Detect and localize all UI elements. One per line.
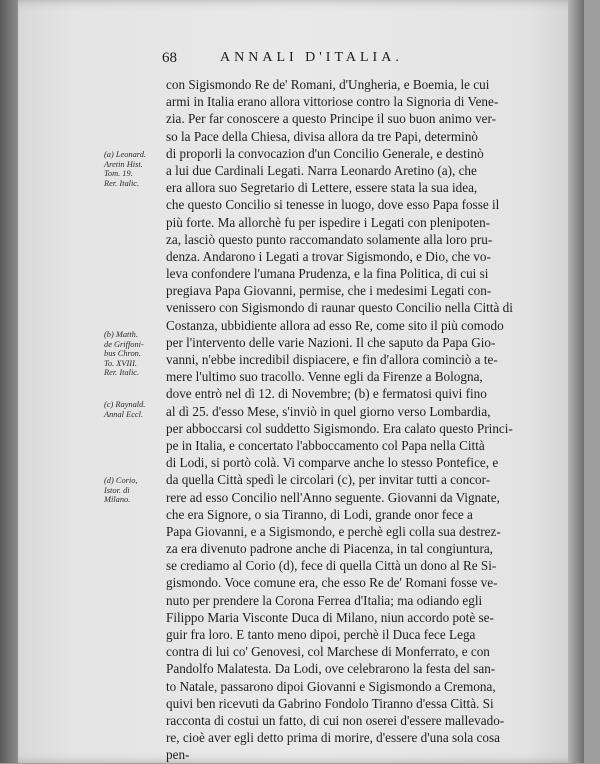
body-line: mere l'ultimo suo tracollo. Venne egli da Firenze a Bologna, bbox=[166, 369, 483, 385]
body-line: Filippo Maria Visconte Duca di Milano, niun accordo potè se- bbox=[166, 609, 494, 625]
marginal-note-line: Annal Eccl. bbox=[104, 409, 144, 419]
body-line: re, cioè aver egli detto prima di morire, d'essere d'una sola cosa bbox=[166, 730, 500, 746]
page-number: 68 bbox=[162, 50, 177, 66]
body-line: contra di lui co' Genovesi, col Marchese di Monferrato, e con bbox=[166, 644, 490, 660]
page-edge-shadow bbox=[568, 0, 584, 763]
marginal-note-line: Istor. di bbox=[104, 485, 130, 495]
marginal-note-line: Rer. Italic. bbox=[104, 368, 140, 378]
body-line: za, lasciò questo punto raccomandato solamente alla loro pru- bbox=[166, 231, 493, 247]
body-line: to Natale, passarono dipoi Giovanni e Sigismondo a Cremona, bbox=[166, 678, 496, 694]
body-line: dove entrò nel dì 12. di Novembre; (b) e fermatosi quivi fino bbox=[166, 386, 487, 402]
marginal-note-line: (c) Raynald. bbox=[104, 400, 146, 409]
body-line: più forte. Ma allorchè fu per ispedire i Legati con plenipoten- bbox=[166, 214, 491, 230]
body-line: quivi ben ricevuti da Gabrino Fondolo Tiranno d'essa Città. Si bbox=[166, 695, 494, 711]
marginal-note-line: Aretin Hist. bbox=[104, 159, 143, 169]
body-line: Costanza, ubbidiente allora ad esso Re, come sito il più comodo bbox=[166, 317, 504, 333]
body-line: rere ad esso Concilio nell'Anno seguente. Giovanni da Vignate, bbox=[166, 489, 500, 505]
marginal-note-line: (b) Matth. bbox=[104, 330, 138, 339]
body-line: leva confondere l'umana Prudenza, e la fina Politica, di cui si bbox=[166, 266, 489, 282]
marginal-note-line: Tom. 19. bbox=[104, 169, 133, 179]
body-line: pe in Italia, e concertato l'abboccamento col Papa nella Città bbox=[166, 437, 485, 453]
body-line: che era Signore, o sia Tiranno, di Lodi, grande onor fece a bbox=[166, 506, 473, 522]
marginal-note-line: de Griffoni- bbox=[104, 339, 144, 349]
marginal-note-b bbox=[104, 330, 164, 378]
page-header bbox=[162, 50, 492, 70]
marginal-note-c bbox=[104, 400, 164, 419]
book-gutter bbox=[0, 0, 18, 763]
body-line: gismondo. Voce comune era, che esso Re de' Romani fosse ve- bbox=[166, 575, 498, 591]
body-line: di Lodi, si portò colà. Vi comparve anche lo stesso Pontefice, e bbox=[166, 455, 499, 471]
body-line: da quella Città spedì le circolari (c), per invitar tutti a concor- bbox=[166, 472, 491, 488]
body-line: che questo Concilio si tenesse in luogo, dove esso Papa fosse il bbox=[166, 197, 500, 213]
body-line: pen- bbox=[166, 747, 190, 763]
body-line: so la Pace della Chiesa, divisa allora da tre Papi, determinò bbox=[166, 128, 479, 144]
body-line: denza. Andarono i Legati a trovar Sigismondo, e Dio, che vo- bbox=[166, 248, 491, 264]
marginal-note-line: Milano. bbox=[104, 495, 131, 505]
body-line: se crediamo al Corio (d), fece di quella Città un dono al Re Si- bbox=[166, 558, 497, 574]
running-title: ANNALI D'ITALIA. bbox=[220, 50, 403, 65]
marginal-note-line: To. XVIII. bbox=[104, 358, 137, 368]
body-line: di proporli la convocazion d'un Concilio Generale, e destinò bbox=[166, 145, 484, 161]
body-line: za era divenuto padrone anche di Piacenza, in tal congiuntura, bbox=[166, 541, 493, 557]
marginal-note-a bbox=[104, 150, 164, 188]
body-line: venissero con Sigismondo di raunar questo Concilio nella Città di bbox=[166, 300, 513, 316]
marginal-note-d bbox=[104, 476, 164, 505]
body-line: vanni, n'ebbe incredibil dispiacere, e fin d'allora cominciò a te- bbox=[166, 352, 498, 367]
body-line: nuto per prendere la Corona Ferrea d'Italia; ma odiando egli bbox=[166, 592, 483, 608]
body-line: per abboccarsi col suddetto Sigismondo. Era calato questo Princi- bbox=[166, 420, 513, 436]
marginal-note-line: (d) Corio, bbox=[104, 476, 138, 485]
body-line: armi in Italia erano allora vittoriose contro la Signoria di Vene- bbox=[166, 94, 499, 110]
marginal-note-line: Rer. Italic. bbox=[104, 178, 140, 188]
body-line: al dì 25. d'esso Mese, s'inviò in quel giorno verso Lombardia, bbox=[166, 403, 491, 419]
body-line: Papa Giovanni, e a Sigismondo, e perchè egli colla sua destrez- bbox=[166, 523, 501, 539]
body-line: guir fra loro. E tanto meno dipoi, perchè il Duca fece Lega bbox=[166, 627, 476, 642]
body-line: Pandolfo Malatesta. Da Lodi, ove celebrarono la festa del san- bbox=[166, 661, 496, 677]
body-line: per l'intervento delle varie Nazioni. Il che saputo da Papa Gio- bbox=[166, 334, 496, 350]
body-line: racconta di costui un fatto, di cui non oserei d'essere mallevado- bbox=[166, 712, 505, 728]
body-line: zia. Per far conoscere a questo Principe il suo buon animo ver- bbox=[166, 111, 497, 127]
body-line: a lui due Cardinali Legati. Narra Leonardo Aretino (a), che bbox=[166, 162, 477, 178]
body-line: pregiava Papa Giovanni, permise, che i medesimi Legati con- bbox=[166, 283, 492, 299]
body-line: era allora suo Segretario di Lettere, essere stata la sua idea, bbox=[166, 180, 478, 196]
marginal-note-line: bus Chron. bbox=[104, 349, 141, 359]
marginal-note-line: (a) Leonard. bbox=[104, 150, 147, 159]
body-line: con Sigismondo Re de' Romani, d'Ungheria, e Boemia, le cui bbox=[166, 77, 490, 92]
body-text bbox=[166, 76, 546, 764]
